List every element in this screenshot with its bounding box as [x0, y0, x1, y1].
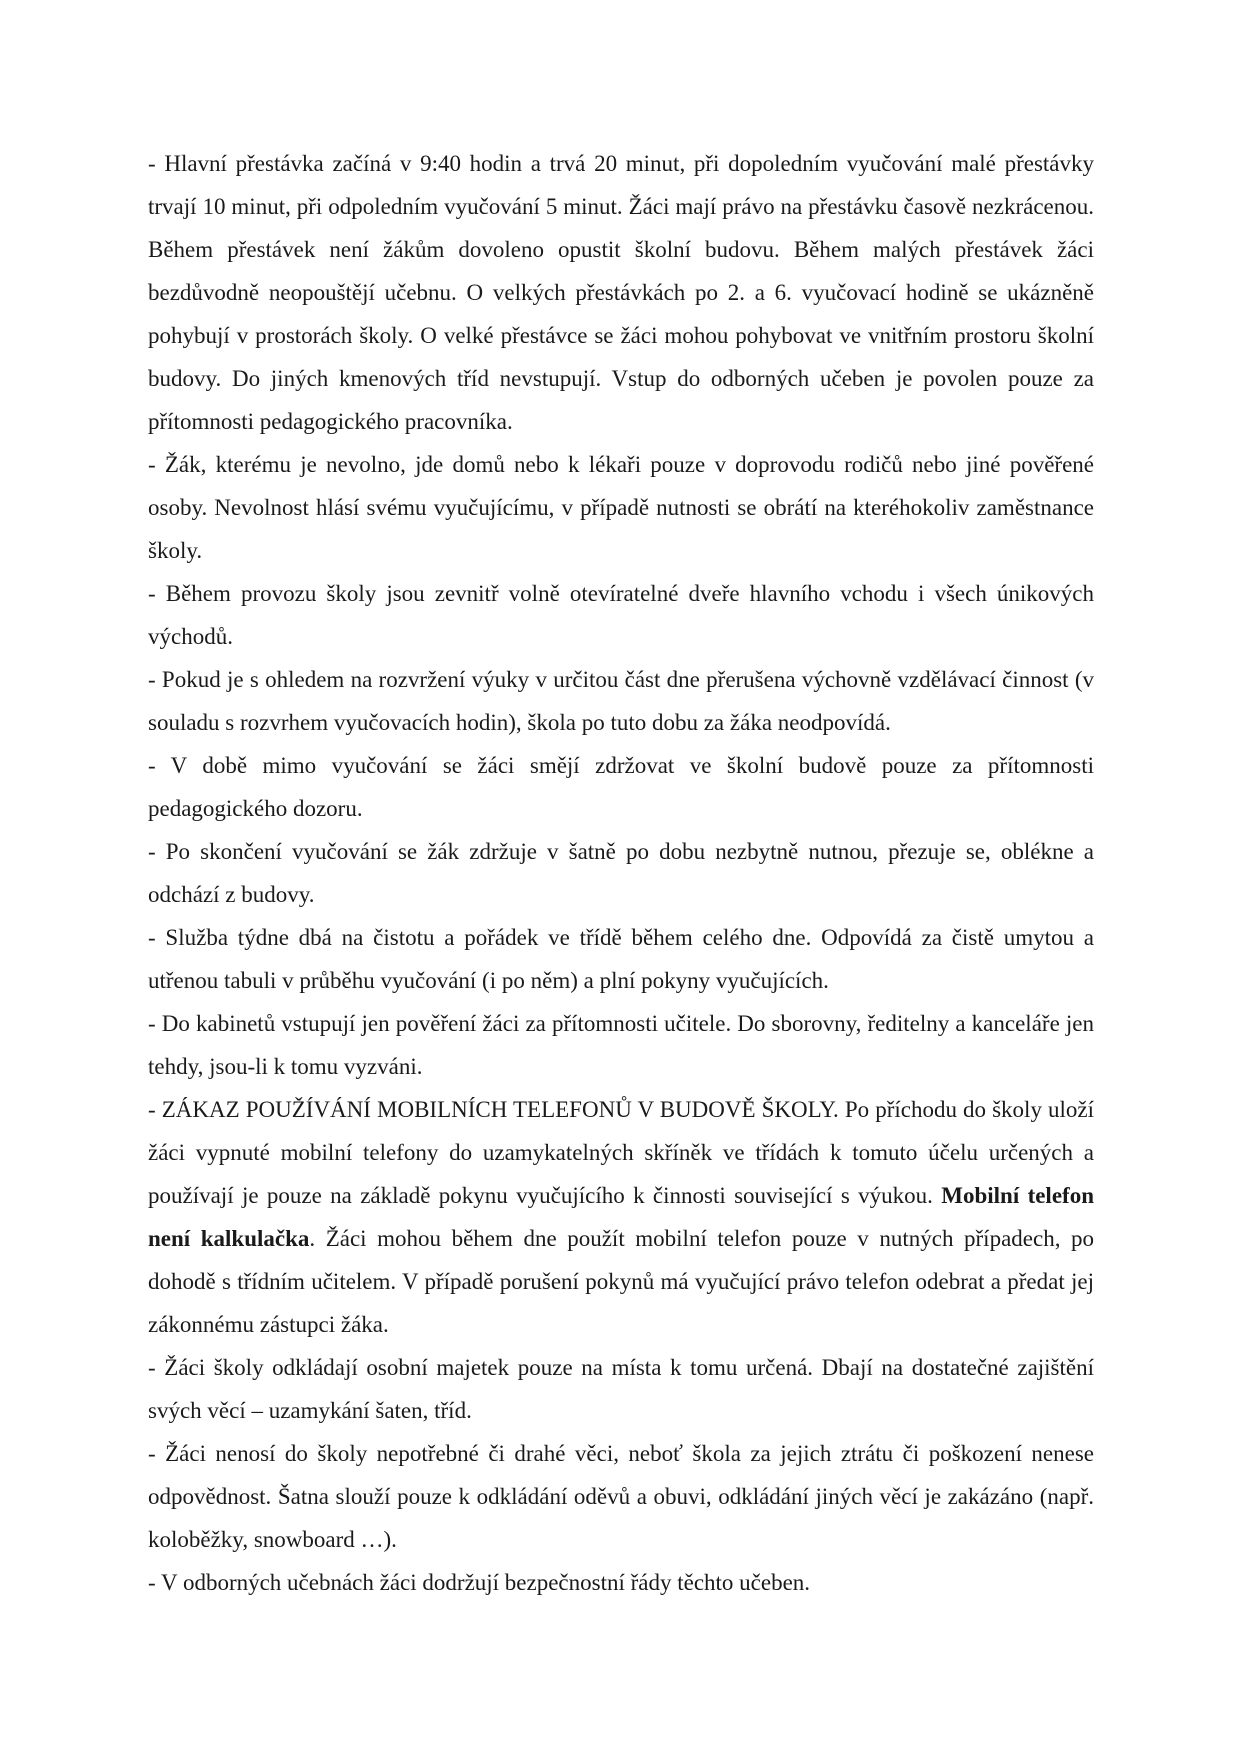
- paragraph-illness: - Žák, kterému je nevolno, jde domů nebo k lékaři pouze v doprovodu rodičů nebo jiné pověřené osoby. Nevolnost hlásí svému vyučujícímu, v případě nutnosti se obrátí na kteréhokoliv zaměstnance školy.: [148, 452, 1094, 563]
- paragraph-valuables: - Žáci nenosí do školy nepotřebné či drahé věci, neboť škola za jejich ztrátu či poškození nenese odpovědnost. Šatna slouží pouze k odkládání oděvů a obuvi, odkládání jiných věcí je zakázáno (např. koloběžky, snowboard …).: [148, 1441, 1094, 1552]
- document-page: [148, 142, 1094, 1604]
- phone-text-after: . Žáci mohou během dne použít mobilní telefon pouze v nutných případech, po dohodě s třídním učitelem. V případě porušení pokynů má vyučující právo telefon odebrat a předat jej zákonnému zástupci žáka.: [148, 1226, 1095, 1337]
- paragraph-belongings: - Žáci školy odkládají osobní majetek pouze na místa k tomu určená. Dbají na dostatečné zajištění svých věcí – uzamykání šaten, tříd.: [148, 1355, 1094, 1423]
- phone-text-bold: Mobilní telefon není kalkulačka: [148, 1183, 1094, 1251]
- paragraph-cabinets: - Do kabinetů vstupují jen pověření žáci za přítomnosti učitele. Do sborovny, ředitelny a kanceláře jen tehdy, jsou-li k tomu vyzváni.: [148, 1011, 1094, 1079]
- paragraph-safety-rules: - V odborných učebnách žáci dodržují bezpečnostní řády těchto učeben.: [148, 1570, 811, 1595]
- paragraph-mobile-phones: [148, 1088, 1094, 1346]
- paragraph-breaks: - Hlavní přestávka začíná v 9:40 hodin a trvá 20 minut, při dopoledním vyučování malé přestávky trvají 10 minut, při odpoledním vyučování 5 minut. Žáci mají právo na přestávku časově nezkrácenou. Během přestávek není žákům dovoleno opustit školní budovu. Během malých přestávek žáci bezdůvodně neopouštějí učebnu. O velkých přestávkách po 2. a 6. vyučovací hodině se ukázněně pohybují v prostorách školy. O velké přestávce se žáci mohou pohybovat ve vnitřním prostoru školní budovy. Do jiných kmenových tříd nevstupují. Vstup do odborných učeben je povolen pouze za přítomnosti pedagogického pracovníka.: [148, 151, 1094, 434]
- paragraph-class-duty: - Služba týdne dbá na čistotu a pořádek ve třídě během celého dne. Odpovídá za čistě umytou a utřenou tabuli v průběhu vyučování (i po něm) a plní pokyny vyučujících.: [148, 925, 1094, 993]
- paragraph-end-of-lessons: - Po skončení vyučování se žák zdržuje v šatně po dobu nezbytně nutnou, přezuje se, oblékne a odchází z budovy.: [148, 839, 1094, 907]
- paragraph-doors: - Během provozu školy jsou zevnitř volně otevíratelné dveře hlavního vchodu i všech únikových východů.: [148, 581, 1094, 649]
- paragraph-interruption: - Pokud je s ohledem na rozvržení výuky v určitou část dne přerušena výchovně vzdělávací činnost (v souladu s rozvrhem vyučovacích hodin), škola po tuto dobu za žáka neodpovídá.: [148, 667, 1094, 735]
- paragraph-outside-hours: - V době mimo vyučování se žáci smějí zdržovat ve školní budově pouze za přítomnosti pedagogického dozoru.: [148, 753, 1094, 821]
- phone-text-before: - ZÁKAZ POUŽÍVÁNÍ MOBILNÍCH TELEFONŮ V BUDOVĚ ŠKOLY. Po příchodu do školy uloží žáci vypnuté mobilní telefony do uzamykatelných skříněk ve třídách k tomuto účelu určených a používají je pouze na základě pokynu vyučujícího k činnosti související s výukou.: [148, 1097, 1094, 1208]
